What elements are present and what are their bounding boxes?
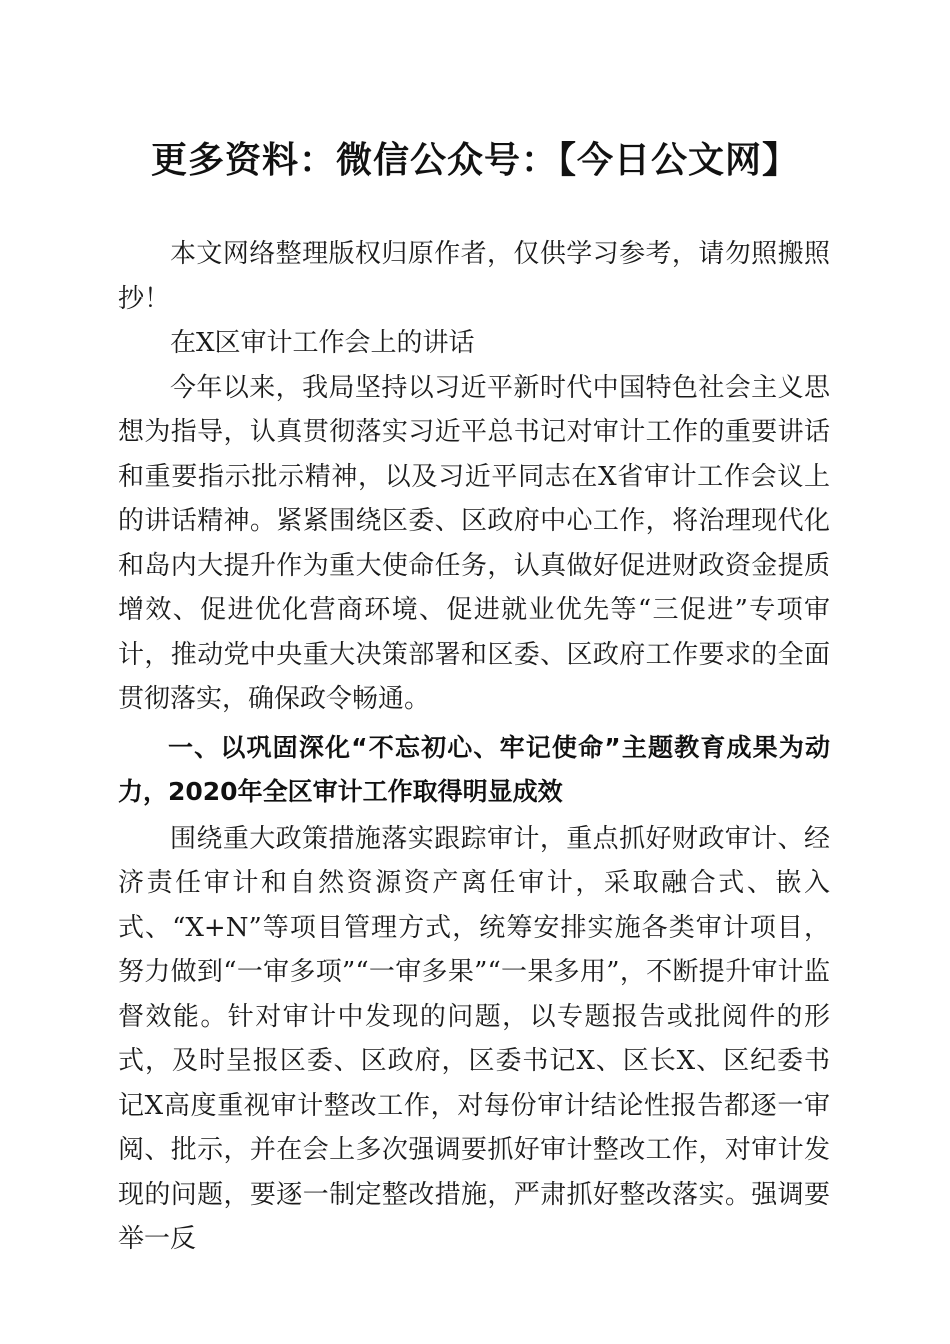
intro-paragraph: 今年以来，我局坚持以习近平新时代中国特色社会主义思想为指导，认真贯彻落实习近平总书记对审计工作的重要讲话和重要指示批示精神，以及习近平同志在X省审计工作会议上的讲话精神。紧紧围绕区委、区政府中心工作，将治理现代化和岛内大提升作为重大使命任务，认真做好促进财政资金提质增效、促进优化营商环境、促进就业优先等“三促进”专项审计，推动党中央重大决策部署和区委、区政府工作要求的全面贯彻落实，确保政令畅通。 [118, 372, 830, 714]
section-heading: 一、以巩固深化“不忘初心、牢记使命”主题教育成果为动力，2020年全区审计工作取得明显成效 [118, 732, 830, 806]
speech-title: 在X区审计工作会上的讲话 [170, 328, 475, 358]
disclaimer-text: 本文网络整理版权归原作者，仅供学习参考，请勿照搬照抄！ [118, 239, 830, 314]
section-paragraph: 围绕重大政策措施落实跟踪审计，重点抓好财政审计、经济责任审计和自然资源资产离任审计，采取融合式、嵌入式、“X+N”等项目管理方式，统筹安排实施各类审计项目，努力做到“一审多项”“一审多果”“一果多用”，不断提升审计监督效能。针对审计中发现的问题，以专题报告或批阅件的形式，及时呈报区委、区政府，区委书记X、区长X、区纪委书记X高度重视审计整改工作，对每份审计结论性报告都逐一审阅、批示，并在会上多次强调要抓好审计整改工作，对审计发现的问题，要逐一制定整改措施，严肃抓好整改落实。强调要举一反 [118, 823, 830, 1254]
document-body [118, 232, 830, 1262]
page-header-title: 更多资料：微信公众号：【今日公文网】 [150, 139, 799, 181]
